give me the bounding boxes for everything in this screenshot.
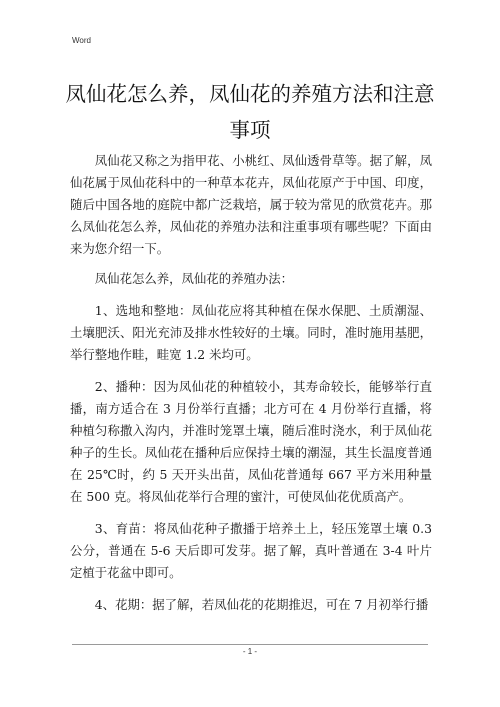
header-label: Word [72, 36, 91, 45]
paragraph-step-3: 3、育苗：将凤仙花种子撒播于培养土上，轻压笼罩土壤 0.3 公分，普通在 5-6 天后即可发芽。据了解，真叶普通在 3-4 叶片定植于花盆中即可。 [70, 521, 432, 580]
page-number: - 1 - [242, 647, 258, 656]
paragraph-intro: 凤仙花又称之为指甲花、小桃红、凤仙透骨草等。据了解，凤仙花属于凤仙花科中的一种草本花卉，凤仙花原产于中国、印度，随后中国各地的庭院中都广泛栽培，属于较为常见的欣赏花卉。那么凤仙花怎么养，凤仙花的养殖办法和注重事项有哪些呢？下面由来为您介绍一下。 [70, 153, 432, 256]
paragraph-step-2: 2、播种：因为凤仙花的种植较小，其寿命较长，能够举行直播，南方适合在 3 月份举行直播；北方可在 4 月份举行直播，将种植匀称撒入沟内，并准时笼罩土壤，随后准时浇水，利于凤仙花种子的生长。凤仙花在播种后应保持土壤的潮湿，其生长温度普通在 25℃时，约 5 天开头出苗，凤仙花普通每 667 平方米用种量在 500 克。将凤仙花举行合理的蜜汁，可使凤仙花优质高产。 [70, 379, 432, 504]
document-title: 凤仙花怎么养，凤仙花的养殖方法和注意事项 [65, 82, 435, 142]
paragraph-step-1: 1、选地和整地：凤仙花应将其种植在保水保肥、土质潮湿、土壤肥沃、阳光充沛及排水性较好的土壤。同时，准时施用基肥，举行整地作畦，畦宽 1.2 米均可。 [70, 303, 432, 362]
paragraph-subheading: 凤仙花怎么养，凤仙花的养殖办法： [94, 271, 294, 286]
footer-divider [72, 644, 428, 645]
document-body [70, 150, 432, 626]
paragraph-step-4: 4、花期：据了解，若凤仙花的花期推迟，可在 7 月初举行播 [94, 597, 429, 612]
